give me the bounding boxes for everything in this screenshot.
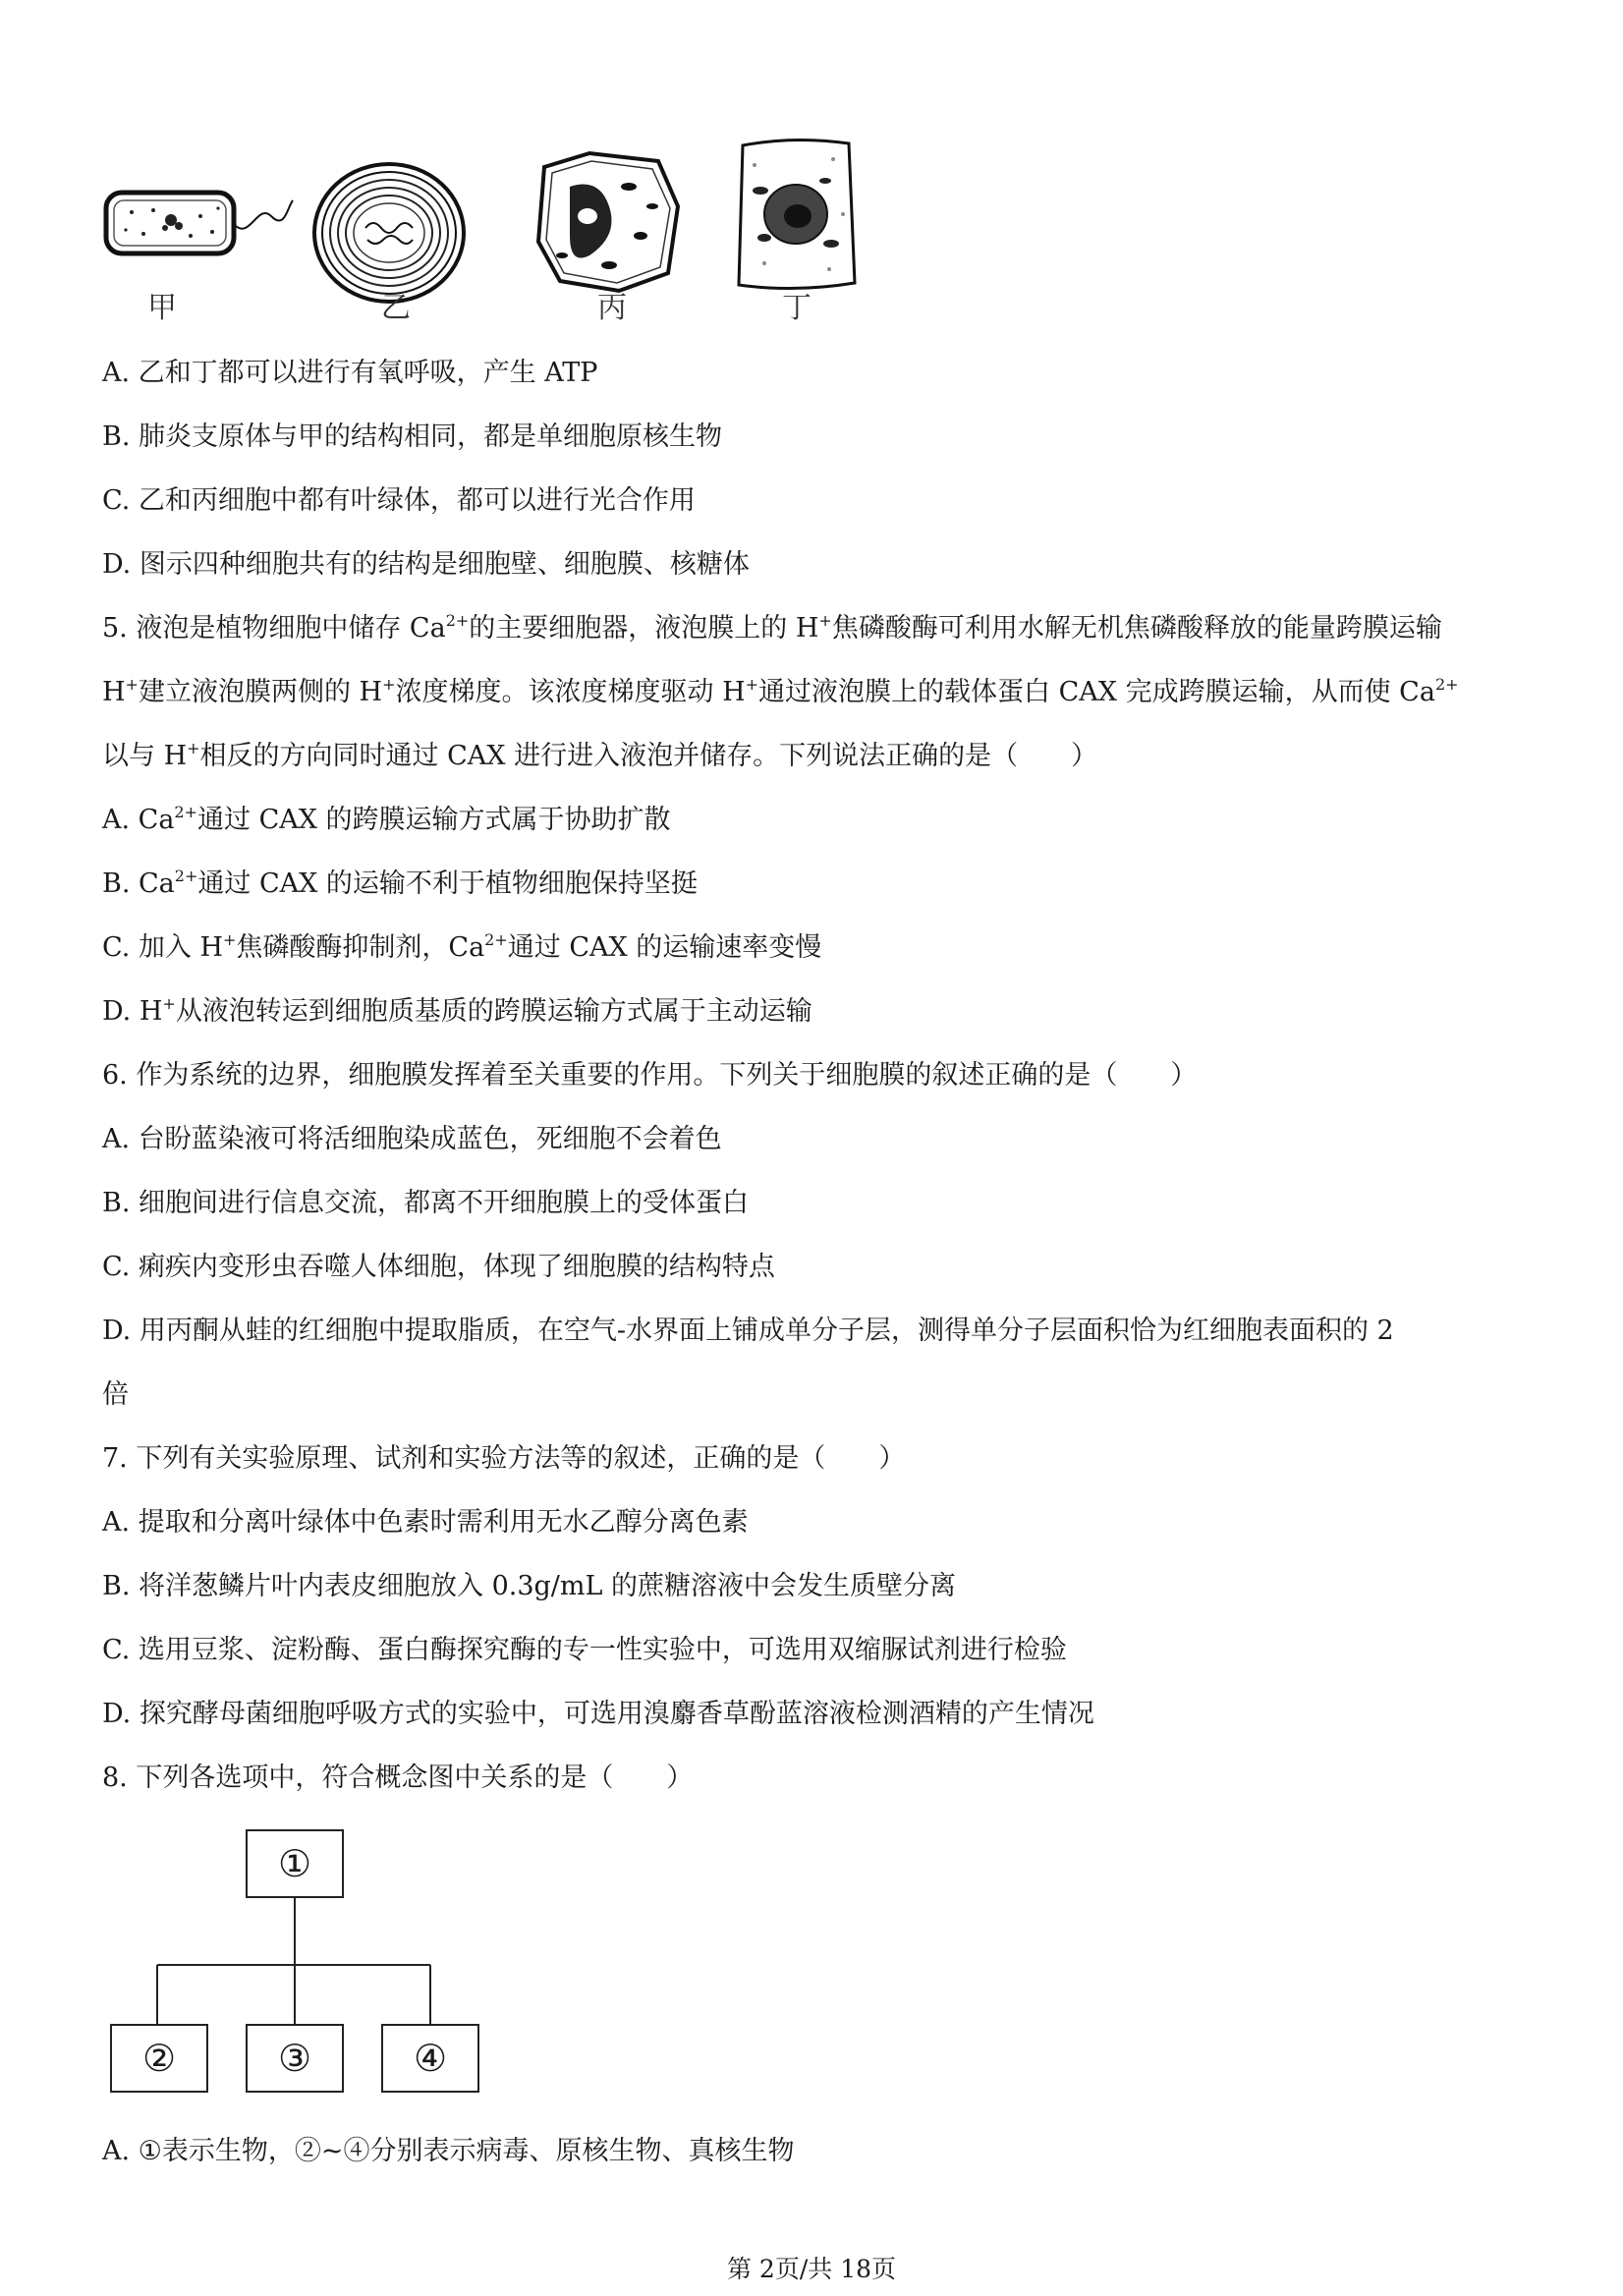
q4-option-c: C. 乙和丙细胞中都有叶绿体，都可以进行光合作用 <box>102 485 696 516</box>
figure-label-ding: 丁 <box>782 291 812 325</box>
figure-algae-cell <box>310 159 468 307</box>
q8-box-4: ④ <box>381 2024 479 2093</box>
q8-box-1: ① <box>246 1829 344 1898</box>
q5-option-c: C. 加入 H+焦磷酸酶抑制剂，$Ca^{2+}$通过 CAX 的运输速率变慢 <box>102 930 822 963</box>
q5-stem-line2: H+建立液泡膜两侧的 H+浓度梯度。该浓度梯度驱动 H+通过液泡膜上的载体蛋白 CAX 完成跨膜运输，从而使 $Ca^{2+}$ <box>102 675 1459 707</box>
q8-box-3: ③ <box>246 2024 344 2093</box>
q8-option-a: A. ①表示生物，②~④分别表示病毒、原核生物、真核生物 <box>102 2136 795 2166</box>
figure-animal-cell <box>735 136 857 293</box>
q4-option-b: B. 肺炎支原体与甲的结构相同，都是单细胞原核生物 <box>102 421 723 452</box>
q6-option-a: A. 台盼蓝染液可将活细胞染成蓝色，死细胞不会着色 <box>102 1124 722 1154</box>
page-footer: 第 2页/共 18页 <box>726 2255 897 2283</box>
figure-bacterium-cell <box>102 183 299 271</box>
q5-option-d: D. H+从液泡转运到细胞质基质的跨膜运输方式属于主动运输 <box>102 994 812 1027</box>
q5-option-a: A. $Ca^{2+}$通过 CAX 的跨膜运输方式属于协助扩散 <box>102 803 671 835</box>
q6-stem: 6. 作为系统的边界，细胞膜发挥着至关重要的作用。下列关于细胞膜的叙述正确的是（ ） <box>102 1060 1198 1091</box>
q7-option-c: C. 选用豆浆、淀粉酶、蛋白酶探究酶的专一性实验中，可选用双缩脲试剂进行检验 <box>102 1635 1067 1665</box>
q5-stem-line3: 以与 H+相反的方向同时通过 CAX 进行进入液泡并储存。下列说法正确的是（ ） <box>102 739 1098 771</box>
figure-label-bing: 丙 <box>597 291 627 325</box>
q8-stem: 8. 下列各选项中，符合概念图中关系的是（ ） <box>102 1763 694 1793</box>
q5-option-b: B. $Ca^{2+}$通过 CAX 的运输不利于植物细胞保持坚挺 <box>102 867 698 899</box>
figure-label-jia: 甲 <box>147 291 177 325</box>
q6-option-c: C. 痢疾内变形虫吞噬人体细胞，体现了细胞膜的结构特点 <box>102 1252 775 1282</box>
q5-stem-line1: 5. 液泡是植物细胞中储存 $Ca^{2+}$的主要细胞器，液泡膜上的 H+焦磷酸酶可利用水解无机焦磷酸释放的能量跨膜运输 <box>102 611 1442 644</box>
figure-label-yi: 乙 <box>381 291 411 325</box>
q6-option-d-line2: 倍 <box>102 1379 129 1410</box>
q7-stem: 7. 下列有关实验原理、试剂和实验方法等的叙述，正确的是（ ） <box>102 1443 906 1474</box>
q4-option-d: D. 图示四种细胞共有的结构是细胞壁、细胞膜、核糖体 <box>102 549 750 580</box>
q7-option-b: B. 将洋葱鳞片叶内表皮细胞放入 0.3g/mL 的蔗糖溶液中会发生质壁分离 <box>102 1571 957 1601</box>
q6-option-d-line1: D. 用丙酮从蛙的红细胞中提取脂质，在空气-水界面上铺成单分子层，测得单分子层面积恰为红细胞表面积的 2 <box>102 1316 1394 1346</box>
q7-option-d: D. 探究酵母菌细胞呼吸方式的实验中，可选用溴麝香草酚蓝溶液检测酒精的产生情况 <box>102 1699 1094 1729</box>
q4-option-a: A. 乙和丁都可以进行有氧呼吸，产生 ATP <box>102 358 598 388</box>
q7-option-a: A. 提取和分离叶绿体中色素时需利用无水乙醇分离色素 <box>102 1507 749 1538</box>
q6-option-b: B. 细胞间进行信息交流，都离不开细胞膜上的受体蛋白 <box>102 1188 750 1218</box>
figure-plant-cell <box>531 147 688 295</box>
q8-box-2: ② <box>110 2024 208 2093</box>
